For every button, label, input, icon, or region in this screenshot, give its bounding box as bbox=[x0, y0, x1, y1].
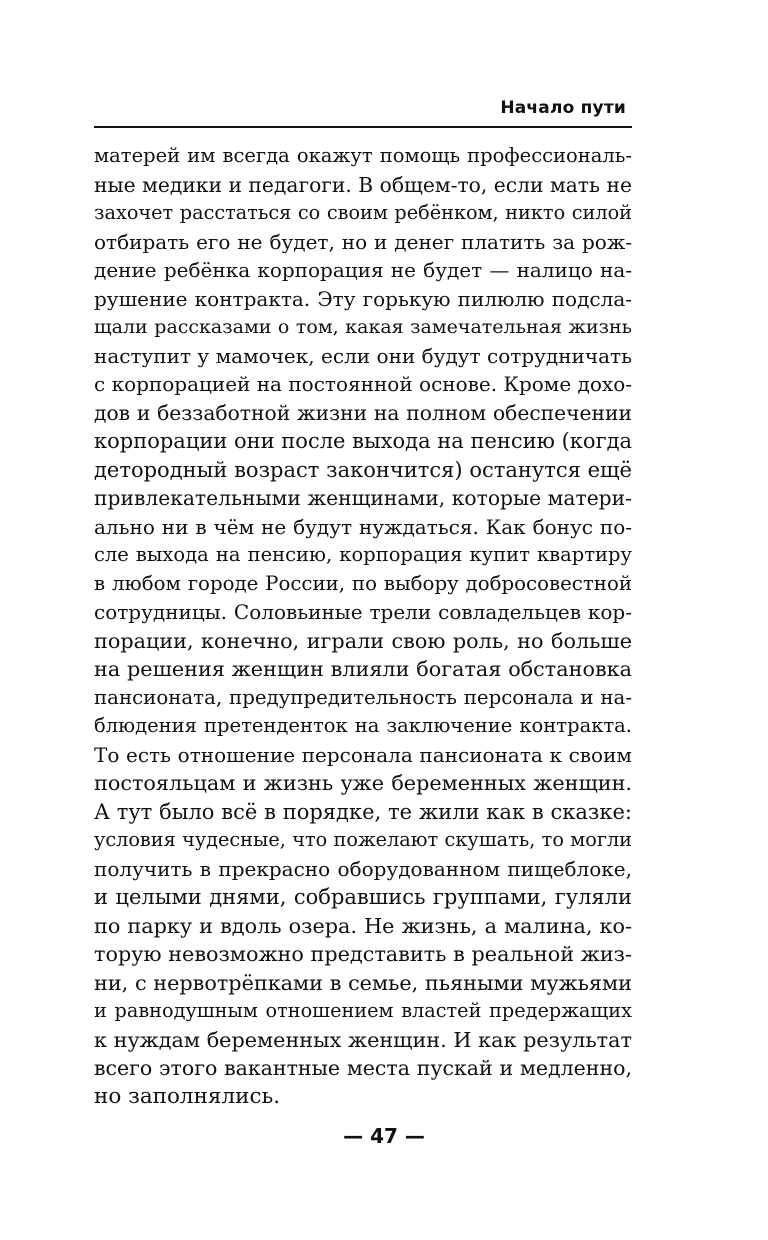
text-line: и целыми днями, собравшись группами, гуляли bbox=[94, 885, 632, 909]
text-line: но заполнялись. bbox=[94, 1083, 281, 1109]
text-line: к нуждам беременных женщин. И как результат bbox=[94, 1027, 632, 1052]
text-line: всего этого вакантные места пускай и медленно, bbox=[94, 1056, 632, 1080]
text-line: наступит у мамочек, если они будут сотрудничать bbox=[94, 343, 632, 368]
text-line: рушение контракта. Эту горькую пилюлю подсла- bbox=[94, 286, 632, 311]
text-line: дение ребёнка корпорация не будет — налицо на- bbox=[94, 258, 632, 282]
text-line: с корпорацией на постоянной основе. Кроме дохо- bbox=[94, 372, 632, 396]
text-line: порации, конечно, играли свою роль, но больше bbox=[94, 628, 632, 653]
text-line: в любом городе России, по выбору добросовестной bbox=[94, 571, 632, 595]
text-line: и равнодушным отношением властей предержащих bbox=[94, 999, 632, 1022]
header-divider bbox=[94, 126, 632, 128]
text-line: ально ни в чём не будут нуждаться. Как бонус по- bbox=[94, 514, 632, 539]
text-line: торую невозможно представить в реальной жиз- bbox=[94, 942, 632, 966]
text-line: привлекательными женщинами, которые матери- bbox=[94, 486, 632, 510]
text-line: постояльцам и жизнь уже беременных женщин. bbox=[94, 771, 632, 795]
text-line: сотрудницы. Соловьиные трели совладельцев кор- bbox=[94, 600, 632, 624]
text-line: пансионата, предупредительность персонала и на- bbox=[94, 685, 632, 709]
text-line: захочет расстаться со своим ребёнком, никто силой bbox=[94, 201, 632, 224]
text-line: блюдения претенденток на заключение контракта. bbox=[94, 714, 632, 737]
text-line: отбирать его не будет, но и денег платить за рож- bbox=[94, 229, 632, 254]
text-line: дов и беззаботной жизни на полном обеспечении bbox=[94, 400, 632, 425]
text-line: условия чудесные, что пожелают скушать, то могли bbox=[94, 828, 632, 851]
text-line: сле выхода на пенсию, корпорация купит квартиру bbox=[94, 543, 632, 566]
text-line: ни, с нервотрёпками в семье, пьяными мужьями bbox=[94, 970, 632, 995]
text-line: То есть отношение персонала пансионата к своим bbox=[94, 742, 632, 767]
text-line: щали рассказами о том, какая замечательная жизнь bbox=[94, 316, 632, 338]
running-header-title: Начало пути bbox=[500, 98, 626, 118]
page-number: — 47 — bbox=[343, 1124, 425, 1148]
text-line: по парку и вдоль озера. Не жизнь, а малина, ко- bbox=[94, 913, 632, 938]
text-line: А тут было всё в порядке, те жили как в сказке: bbox=[94, 799, 632, 824]
text-line: на решения женщин влияли богатая обстановка bbox=[94, 657, 632, 681]
text-line: корпорации они после выхода на пенсию (когда bbox=[94, 429, 633, 453]
text-line: ные медики и педагоги. В общем-то, если мать не bbox=[94, 172, 632, 197]
text-line: матерей им всегда окажут помощь профессиональ- bbox=[94, 144, 632, 167]
body-text bbox=[94, 142, 632, 1111]
text-line: получить в прекрасно оборудованном пищеблоке, bbox=[94, 856, 632, 881]
text-line: детородный возраст закончится) останутся ещё bbox=[94, 457, 632, 482]
